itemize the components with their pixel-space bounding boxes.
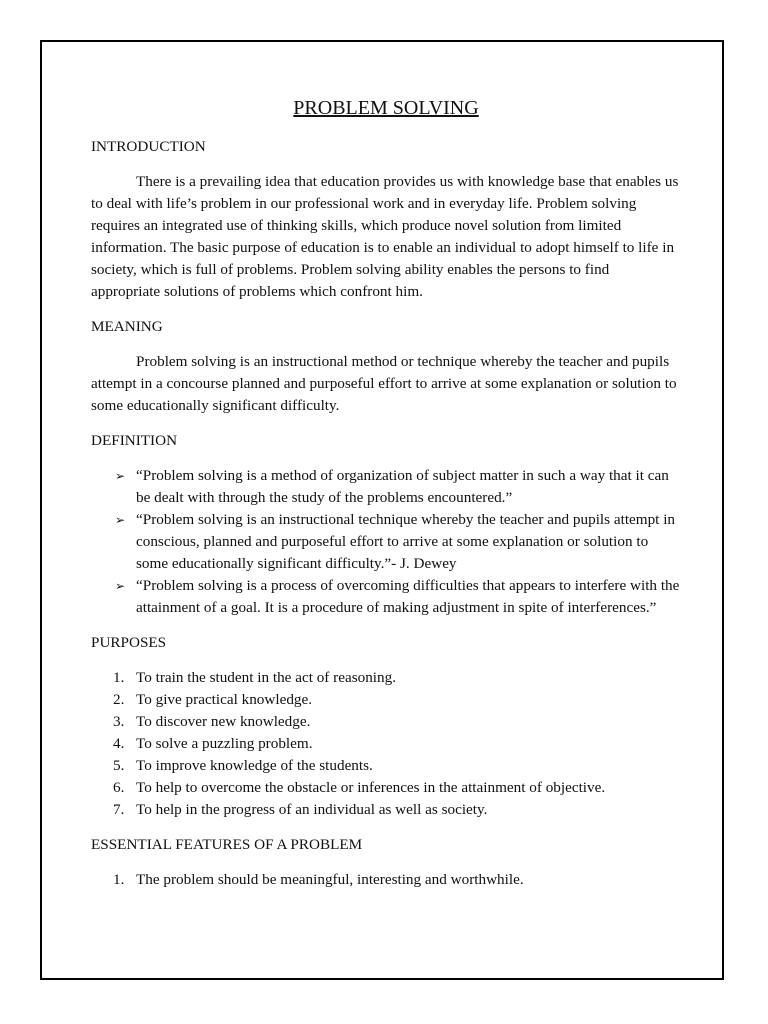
list-item-text: To improve knowledge of the students.	[136, 757, 373, 774]
section-heading-meaning: MEANING	[91, 318, 163, 335]
features-list	[91, 869, 681, 891]
list-item-text: To help to overcome the obstacle or inferences in the attainment of objective.	[136, 779, 606, 796]
list-item-text: To give practical knowledge.	[136, 691, 313, 708]
list-item	[91, 755, 681, 777]
list-number: 2.	[113, 691, 125, 708]
section-heading-purposes: PURPOSES	[91, 634, 167, 651]
list-item-text: To discover new knowledge.	[136, 713, 311, 730]
purposes-list	[91, 667, 681, 821]
definition-text: “Problem solving is a method of organization of subject matter in such a way that it can be dealt with through the study of the problems encountered.”	[136, 467, 669, 506]
arrow-bullet-icon: ➢	[115, 579, 126, 593]
section-heading-essential-features: ESSENTIAL FEATURES OF A PROBLEM	[91, 836, 363, 853]
document-title: PROBLEM SOLVING	[293, 97, 479, 119]
definition-item	[91, 509, 681, 575]
list-item	[91, 869, 681, 891]
meaning-paragraph: Problem solving is an instructional method or technique whereby the teacher and pupils attempt in a concourse planned and purposeful effort to arrive at some explanation or solution to some educationally significant difficulty.	[91, 353, 677, 414]
list-number: 1.	[113, 871, 125, 888]
list-item	[91, 733, 681, 755]
list-number: 7.	[113, 801, 125, 818]
definition-item	[91, 575, 681, 619]
list-item	[91, 799, 681, 821]
list-item-text: To solve a puzzling problem.	[136, 735, 313, 752]
arrow-bullet-icon: ➢	[115, 513, 126, 527]
list-item-text: To help in the progress of an individual as well as society.	[136, 801, 488, 818]
document-body	[91, 94, 681, 904]
list-item	[91, 667, 681, 689]
definition-list	[91, 465, 681, 619]
list-number: 5.	[113, 757, 125, 774]
list-item	[91, 689, 681, 711]
list-item	[91, 777, 681, 799]
list-number: 3.	[113, 713, 125, 730]
definition-item	[91, 465, 681, 509]
section-heading-introduction: INTRODUCTION	[91, 138, 206, 155]
list-number: 4.	[113, 735, 125, 752]
section-heading-definition: DEFINITION	[91, 432, 178, 449]
list-item-text: To train the student in the act of reasoning.	[136, 669, 397, 686]
arrow-bullet-icon: ➢	[115, 469, 126, 483]
definition-text: “Problem solving is an instructional technique whereby the teacher and pupils attempt in conscious, planned and purposeful effort to arrive at some explanation or solution to some educationally significant difficulty.”- J. Dewey	[136, 511, 676, 572]
list-number: 6.	[113, 779, 125, 796]
list-item-text: The problem should be meaningful, interesting and worthwhile.	[136, 871, 524, 888]
definition-text: “Problem solving is a process of overcoming difficulties that appears to interfere with the attainment of a goal. It is a procedure of making adjustment in spite of interferences.”	[136, 577, 680, 616]
list-item	[91, 711, 681, 733]
introduction-paragraph: There is a prevailing idea that education provides us with knowledge base that enables us to deal with life’s problem in our professional work and in everyday life. Problem solving requires an integrated use of thinking skills, which produce novel solution from limited information. The basic purpose of education is to enable an individual to adopt himself to life in society, which is full of problems. Problem solving ability enables the persons to find appropriate solutions of problems which confront him.	[91, 173, 679, 300]
list-number: 1.	[113, 669, 125, 686]
